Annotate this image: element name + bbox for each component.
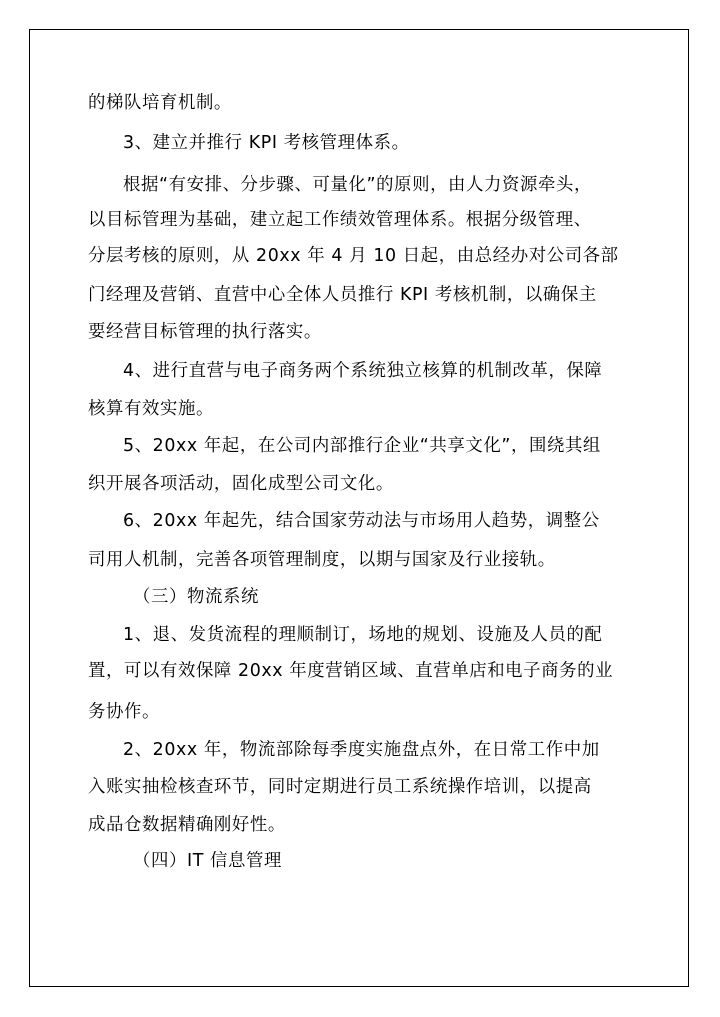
text-line: 1、退、发货流程的理顺制订，场地的规划、设施及人员的配 xyxy=(123,625,603,645)
text-line: 门经理及营销、直营中心全体人员推行 KPI 考核机制，以确保主 xyxy=(88,285,597,305)
text-line: 根据“有安排、分步骤、可量化”的原则，由人力资源牵头， xyxy=(123,175,592,195)
text-line: 3、建立并推行 KPI 考核管理体系。 xyxy=(123,133,410,153)
text-line: 6、20xx 年起先，结合国家劳动法与市场用人趋势，调整公 xyxy=(123,511,600,531)
text-line: 的梯队培育机制。 xyxy=(88,93,232,113)
text-line: 成品仓数据精确刚好性。 xyxy=(88,815,286,835)
text-line: 分层考核的原则，从 20xx 年 4 月 10 日起，由总经办对公司各部 xyxy=(88,246,619,266)
text-line: 以目标管理为基础，建立起工作绩效管理体系。根据分级管理、 xyxy=(88,210,592,230)
section-heading: （三）物流系统 xyxy=(133,587,259,607)
text-line: 2、20xx 年，物流部除每季度实施盘点外，在日常工作中加 xyxy=(123,740,600,760)
text-line: 入账实抽检核查环节，同时定期进行员工系统操作培训，以提高 xyxy=(88,777,592,797)
text-line: 5、20xx 年起，在公司内部推行企业“共享文化”，围绕其组 xyxy=(123,436,601,456)
page-border xyxy=(29,29,689,987)
text-line: 织开展各项活动，固化成型公司文化。 xyxy=(88,474,394,494)
text-line: 司用人机制，完善各项管理制度，以期与国家及行业接轨。 xyxy=(88,550,556,570)
text-line: 置，可以有效保障 20xx 年度营销区域、直营单店和电子商务的业 xyxy=(88,661,614,681)
text-line: 核算有效实施。 xyxy=(88,399,214,419)
text-line: 要经营目标管理的执行落实。 xyxy=(88,322,322,342)
text-line: 4、进行直营与电子商务两个系统独立核算的机制改革，保障 xyxy=(123,361,603,381)
section-heading: （四）IT 信息管理 xyxy=(133,851,283,871)
text-line: 务协作。 xyxy=(88,702,160,722)
